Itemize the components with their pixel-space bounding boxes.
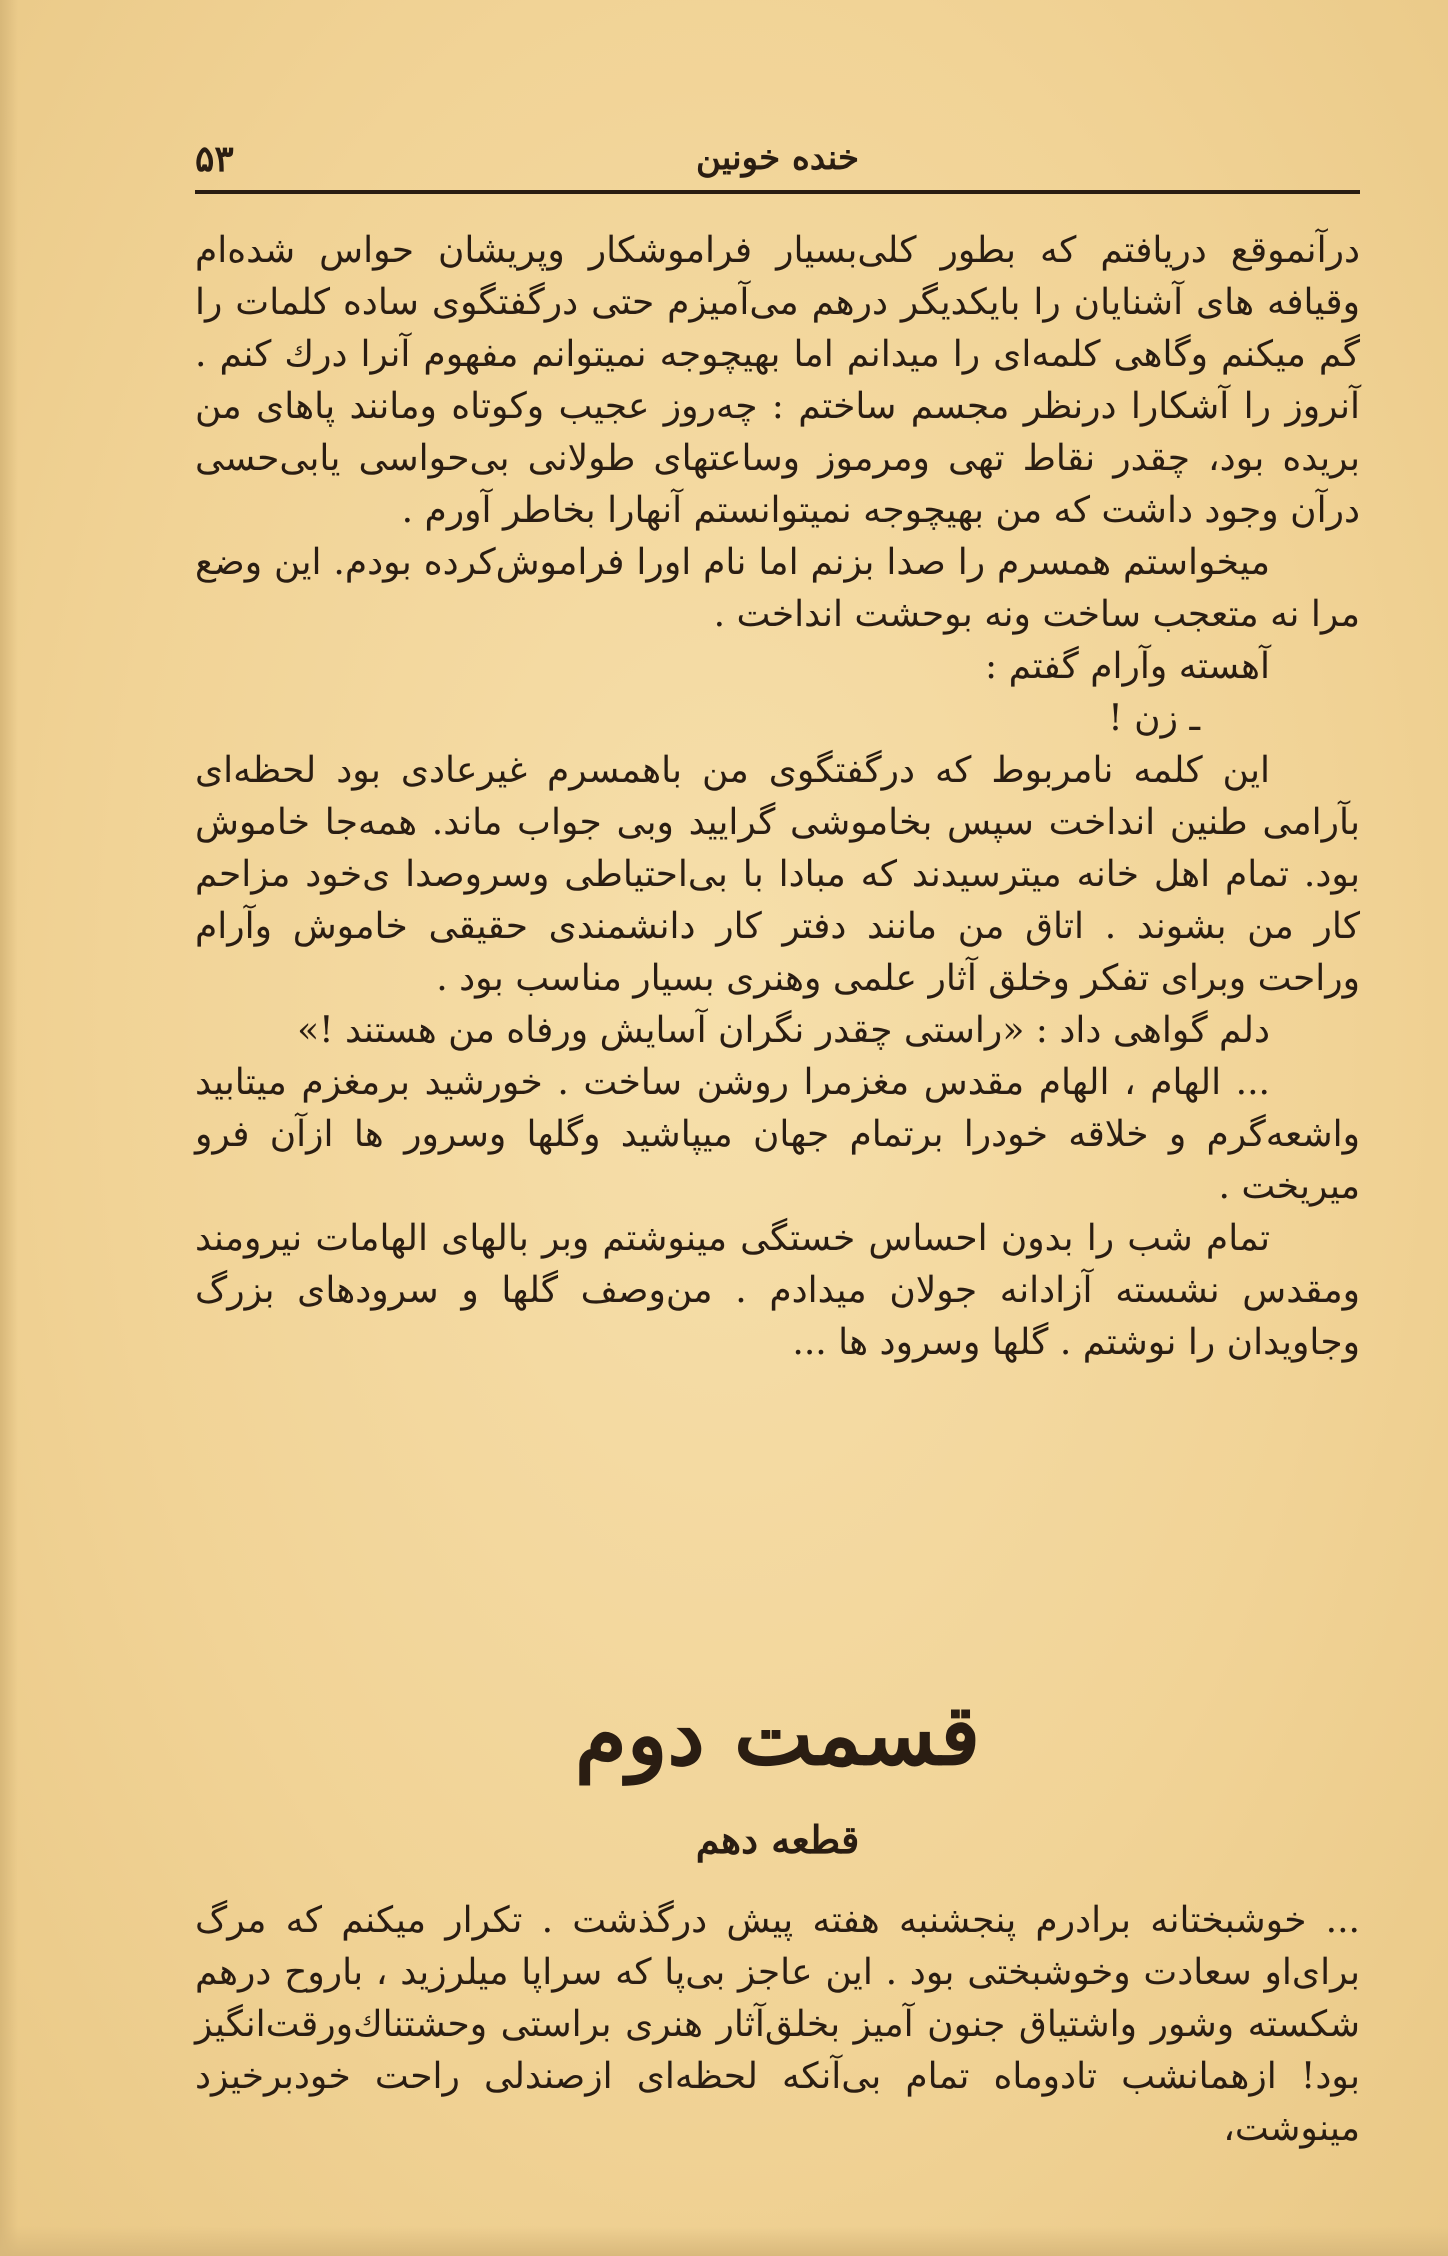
running-title: خنده خونین (696, 138, 859, 178)
header-rule (195, 190, 1360, 194)
main-text (195, 225, 1360, 1369)
paragraph: دلم گواهی داد : «راستی چقدر نگران آسایش ورفاه من هستند !» (297, 1010, 1270, 1051)
chapter-heading: قطعه دهم (695, 1817, 860, 1862)
page-header (195, 130, 1360, 190)
paragraph: این کلمه نامربوط که درگفتگوی من باهمسرم غیرعادی بود لحظه‌ای بآرامی طنین انداخت سپس بخاموشی گرایید وبی جواب ماند. همه‌جا خاموش بود. تمام اهل خانه میترسیدند که مبادا با بی‌احتیاطی وسروصدا ی‌خود مزاحم کار من بشوند . اتاق من مانند دفتر کار دانشمندی حقیقی خاموش وآرام وراحت وبرای تفکر وخلق آثار علمی وهنری بسیار مناسب بود . (195, 750, 1360, 999)
page-bottom-shadow (0, 2226, 1448, 2256)
page-number: ۵۳ (195, 138, 234, 180)
paragraph: ... الهام ، الهام مقدس مغزمرا روشن ساخت . خورشید برمغزم میتابید واشعه‌گرم و خلاقه خودرا برتمام جهان میپاشید وگلها وسرور ها ازآن فرو میریخت . (195, 1062, 1360, 1207)
paragraph: آهسته وآرام گفتم : (985, 646, 1270, 687)
page-edge-shadow (0, 0, 18, 2256)
paragraph: ـ زن ! (1108, 698, 1200, 739)
paragraph: ... خوشبختانه برادرم پنجشنبه هفته پیش درگذشت . تکرار میکنم که مرگ برای‌او سعادت وخوشبختی بود . این عاجز بی‌پا که سراپا میلرزید ، باروح درهم شکسته وشور واشتیاق جنون آمیز بخلق‌آثار هنری براستی وحشتناك‌ورقت‌انگیز بود! ازهمانشب تادوماه تمام بی‌آنکه لحظه‌ای ازصندلی راحت خودبرخیزد مینوشت، (195, 1900, 1360, 2149)
paragraph: تمام شب را بدون احساس خستگی مینوشتم وبر بالهای الهامات نیرومند ومقدس نشسته آزادانه جولان میدادم . من‌وصف گلها و سرودهای بزرگ وجاویدان را نوشتم . گلها وسرود ها ... (195, 1218, 1360, 1363)
section-text (195, 1895, 1360, 2155)
paragraph: درآنموقع دریافتم که بطور کلی‌بسیار فراموشکار وپریشان حواس شده‌ام وقیافه های آشنایان را بایکدیگر درهم می‌آمیزم حتی درگفتگوی ساده کلمات را گم میکنم وگاهی کلمه‌ای را میدانم اما بهیچوجه نمیتوانم مفهوم آنرا درك كنم . آنروز را آشکارا درنظر مجسم ساختم : چه‌روز عجیب وکوتاه ومانند پاهای من بریده بود، چقدر نقاط تهی ومرموز وساعتهای طولانی بی‌حواسی یابی‌حسی درآن وجود داشت که من بهیچوجه نمیتوانستم آنهارا بخاطر آورم . (195, 230, 1360, 531)
section-heading: قسمت دوم (574, 1685, 981, 1784)
paragraph: میخواستم همسرم را صدا بزنم اما نام اورا فراموش‌کرده بودم. این وضع مرا نه متعجب ساخت ونه بوحشت انداخت . (195, 542, 1360, 635)
